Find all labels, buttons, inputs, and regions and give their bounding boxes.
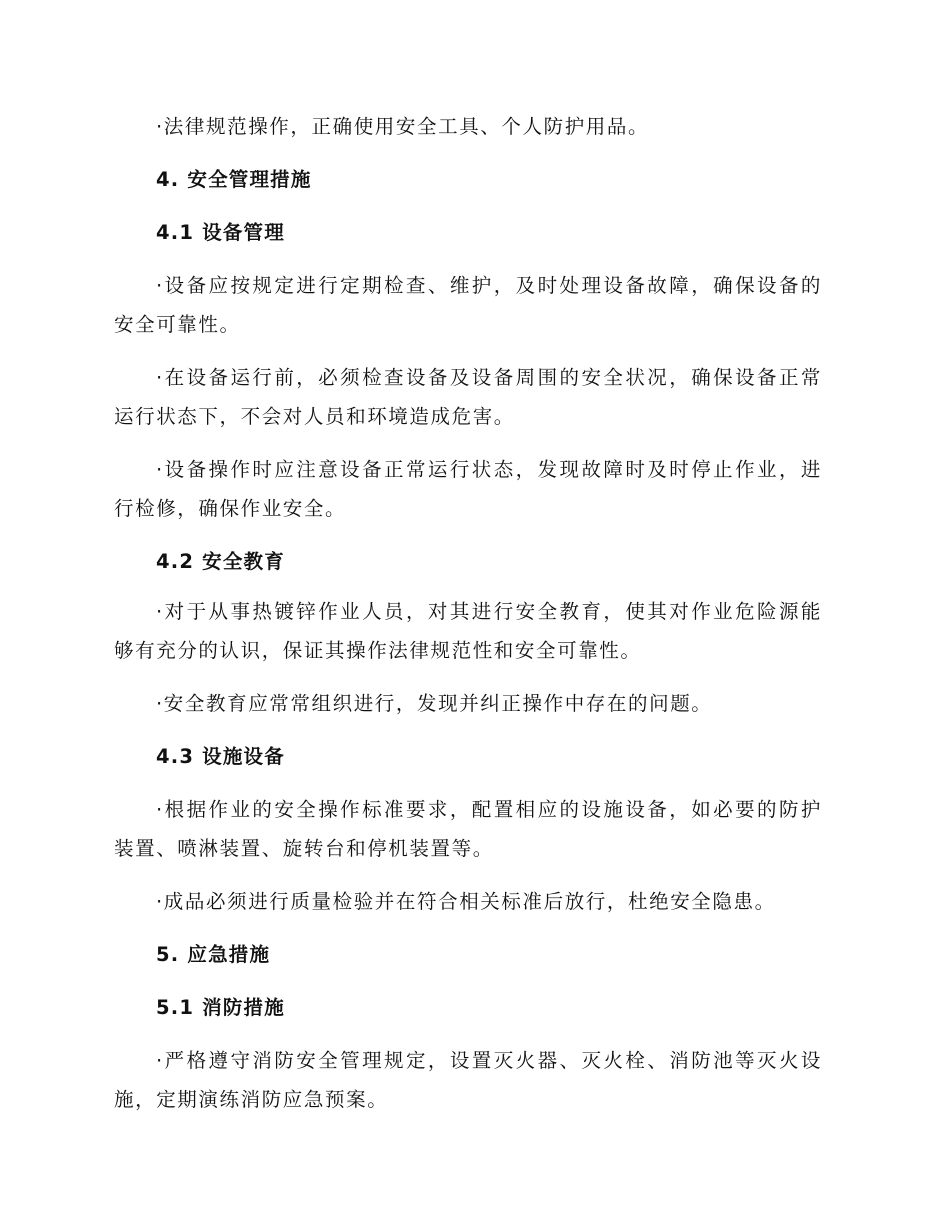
paragraph-equipment-inspection-line1: ·设备应按规定进行定期检查、维护，及时处理设备故障，确保设备的 [156, 274, 822, 297]
paragraph-equipment-inspection-line2: 安全可靠性。 [114, 313, 241, 336]
heading-safety-management: 4. 安全管理措施 [156, 168, 312, 191]
paragraph-operation-attention-line1: ·设备操作时应注意设备正常运行状态，发现故障时及时停止作业，进 [156, 458, 822, 481]
heading-safety-education: 4.2 安全教育 [156, 550, 285, 573]
paragraph-galvanizing-training-line2: 够有充分的认识，保证其操作法律规范性和安全可靠性。 [114, 639, 642, 662]
paragraph-ppe: ·法律规范操作，正确使用安全工具、个人防护用品。 [156, 115, 650, 138]
paragraph-protective-facilities-line1: ·根据作业的安全操作标准要求，配置相应的设施设备，如必要的防护 [156, 798, 822, 821]
paragraph-fire-regulations-line2: 施，定期演练消防应急预案。 [114, 1088, 389, 1111]
paragraph-fire-regulations-line1: ·严格遵守消防安全管理规定，设置灭火器、灭火栓、消防池等灭火设 [156, 1049, 822, 1072]
heading-facilities-equipment: 4.3 设施设备 [156, 745, 285, 768]
paragraph-operation-attention-line2: 行检修，确保作业安全。 [114, 497, 347, 520]
paragraph-pre-operation-check-line1: ·在设备运行前，必须检查设备及设备周围的安全状况，确保设备正常 [156, 366, 822, 389]
heading-equipment-management: 4.1 设备管理 [156, 221, 285, 244]
paragraph-protective-facilities-line2: 装置、喷淋装置、旋转台和停机装置等。 [114, 837, 494, 860]
paragraph-pre-operation-check-line2: 运行状态下，不会对人员和环境造成危害。 [114, 405, 515, 428]
paragraph-regular-education: ·安全教育应常常组织进行，发现并纠正操作中存在的问题。 [156, 692, 713, 715]
paragraph-galvanizing-training-line1: ·对于从事热镀锌作业人员，对其进行安全教育，使其对作业危险源能 [156, 600, 822, 623]
paragraph-quality-inspection: ·成品必须进行质量检验并在符合相关标准后放行，杜绝安全隐患。 [156, 890, 776, 913]
heading-emergency-measures: 5. 应急措施 [156, 943, 271, 966]
heading-fire-protection: 5.1 消防措施 [156, 996, 285, 1019]
